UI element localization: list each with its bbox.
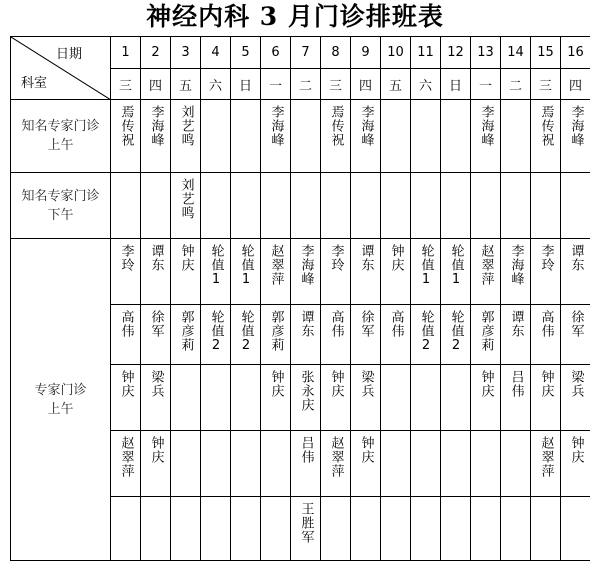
date-cell: 3 [171,37,201,69]
weekday-cell: 六 [411,69,441,100]
schedule-cell [141,365,171,431]
doctor-name: 郭彦莉 [268,310,284,352]
doctor-name: 钟庆 [268,370,284,398]
date-cell: 15 [531,37,561,69]
schedule-cell [141,100,171,173]
schedule-cell [381,497,411,561]
dept-cell [11,100,111,173]
doctor-name: 徐军 [358,310,374,338]
schedule-cell [171,497,201,561]
doctor-name: 李玲 [538,244,554,272]
doctor-name: 郭彦莉 [178,310,194,352]
schedule-cell [231,431,261,497]
schedule-cell [471,173,501,239]
doctor-name: 高伟 [538,310,554,338]
schedule-cell [381,431,411,497]
doctor-name: 王胜军 [298,502,314,544]
header-corner [11,37,111,100]
schedule-cell [471,497,501,561]
schedule-cell [351,365,381,431]
schedule-cell [111,305,141,365]
doctor-name: 李玲 [328,244,344,272]
weekday-cell: 三 [321,69,351,100]
schedule-cell [441,100,471,173]
schedule-cell [291,497,321,561]
schedule-cell [561,431,590,497]
schedule-cell [261,497,291,561]
schedule-cell [201,365,231,431]
doctor-name: 赵翠萍 [268,244,284,286]
doctor-name: 钟庆 [358,436,374,464]
schedule-cell [141,239,171,305]
schedule-cell [501,239,531,305]
date-cell: 9 [351,37,381,69]
schedule-cell [321,239,351,305]
schedule-cell [111,497,141,561]
schedule-cell [561,100,590,173]
schedule-cell [531,305,561,365]
doctor-name: 轮值1 [418,244,434,288]
schedule-cell [531,239,561,305]
doctor-name: 高伟 [328,310,344,338]
weekday-cell: 五 [381,69,411,100]
weekday-cell: 日 [231,69,261,100]
doctor-name: 刘艺鸣 [178,178,194,220]
schedule-cell [561,305,590,365]
weekday-cell: 日 [441,69,471,100]
doctor-name: 李海峰 [478,105,494,147]
schedule-cell [291,239,321,305]
schedule-cell [171,173,201,239]
schedule-cell [171,431,201,497]
weekday-cell: 六 [201,69,231,100]
schedule-cell [411,305,441,365]
schedule-cell [201,100,231,173]
schedule-cell [321,173,351,239]
date-cell: 16 [561,37,590,69]
schedule-cell [171,100,201,173]
doctor-name: 谭东 [508,310,524,338]
schedule-cell [261,365,291,431]
doctor-name: 钟庆 [178,244,194,272]
doctor-name: 梁兵 [148,370,164,398]
schedule-cell [531,173,561,239]
doctor-name: 刘艺鸣 [178,105,194,147]
date-cell: 6 [261,37,291,69]
schedule-cell [261,173,291,239]
doctor-name: 轮值1 [208,244,224,288]
doctor-name: 李海峰 [148,105,164,147]
schedule-cell [441,365,471,431]
schedule-cell [141,305,171,365]
doctor-name: 高伟 [388,310,404,338]
schedule-cell [411,497,441,561]
doctor-name: 钟庆 [388,244,404,272]
schedule-cell [261,305,291,365]
schedule-cell [531,431,561,497]
schedule-cell [501,100,531,173]
doctor-name: 张永庆 [298,370,314,412]
schedule-cell [231,365,261,431]
schedule-cell [381,365,411,431]
schedule-cell [321,100,351,173]
schedule-cell [291,100,321,173]
schedule-cell [201,173,231,239]
schedule-cell [471,239,501,305]
doctor-name: 钟庆 [538,370,554,398]
schedule-cell [441,305,471,365]
schedule-cell [111,100,141,173]
page-title: 神经内科 3 月门诊排班表 [146,2,444,31]
schedule-cell [561,497,590,561]
doctor-name: 钟庆 [328,370,344,398]
dept-label: 知名专家门诊 上午 [21,119,100,153]
schedule-cell [261,431,291,497]
schedule-row [11,239,590,305]
doctor-name: 焉传祝 [118,105,134,147]
schedule-cell [561,365,590,431]
doctor-name: 钟庆 [148,436,164,464]
schedule-cell [111,365,141,431]
header-dept-label: 科室 [21,76,48,91]
schedule-cell [471,100,501,173]
doctor-name: 梁兵 [358,370,374,398]
schedule-cell [351,173,381,239]
schedule-cell [411,365,441,431]
schedule-cell [411,431,441,497]
weekday-cell: 二 [291,69,321,100]
schedule-cell [291,173,321,239]
schedule-cell [531,100,561,173]
schedule-cell [231,305,261,365]
doctor-name: 徐军 [148,310,164,338]
dept-label: 知名专家门诊 下午 [21,188,100,223]
date-cell: 11 [411,37,441,69]
schedule-cell [381,100,411,173]
doctor-name: 吕伟 [508,370,524,398]
doctor-name: 赵翠萍 [118,436,134,478]
schedule-cell [261,239,291,305]
date-cell: 12 [441,37,471,69]
schedule-cell [321,497,351,561]
dept-label: 专家门诊 上午 [34,382,87,417]
doctor-name: 轮值1 [238,244,254,288]
schedule-cell [201,239,231,305]
schedule-cell [171,365,201,431]
schedule-cell [171,239,201,305]
schedule-cell [141,497,171,561]
header-date-label: 日期 [55,47,82,62]
date-cell: 8 [321,37,351,69]
schedule-cell [441,239,471,305]
doctor-name: 李海峰 [508,244,524,286]
schedule-cell [171,305,201,365]
doctor-name: 高伟 [118,310,134,338]
schedule-cell [561,173,590,239]
schedule-cell [441,431,471,497]
doctor-name: 谭东 [568,244,584,272]
date-cell: 1 [111,37,141,69]
date-cell: 2 [141,37,171,69]
date-cell: 14 [501,37,531,69]
doctor-name: 焉传祝 [538,105,554,147]
doctor-name: 轮值2 [418,310,434,354]
schedule-cell [291,365,321,431]
schedule-table [10,36,590,561]
weekday-cell: 三 [531,69,561,100]
date-cell: 4 [201,37,231,69]
doctor-name: 轮值1 [448,244,464,288]
weekday-cell: 四 [141,69,171,100]
schedule-cell [501,365,531,431]
doctor-name: 谭东 [358,244,374,272]
schedule-cell [441,497,471,561]
doctor-name: 轮值2 [238,310,254,354]
schedule-cell [501,497,531,561]
schedule-cell [381,239,411,305]
schedule-cell [201,497,231,561]
weekday-cell: 二 [501,69,531,100]
schedule-cell [291,431,321,497]
doctor-name: 钟庆 [118,370,134,398]
schedule-cell [381,305,411,365]
schedule-row [11,173,590,239]
schedule-cell [231,173,261,239]
weekday-cell: 三 [111,69,141,100]
schedule-cell [231,239,261,305]
weekday-cell: 四 [561,69,590,100]
schedule-cell [351,431,381,497]
schedule-cell [531,497,561,561]
doctor-name: 李海峰 [298,244,314,286]
schedule-cell [291,305,321,365]
doctor-name: 钟庆 [478,370,494,398]
doctor-name: 李海峰 [268,105,284,147]
weekday-cell: 五 [171,69,201,100]
schedule-cell [141,173,171,239]
doctor-name: 郭彦莉 [478,310,494,352]
doctor-name: 赵翠萍 [328,436,344,478]
schedule-cell [231,497,261,561]
date-cell: 10 [381,37,411,69]
schedule-cell [471,365,501,431]
schedule-cell [111,431,141,497]
schedule-cell [351,497,381,561]
schedule-cell [351,305,381,365]
doctor-name: 轮值2 [448,310,464,354]
schedule-cell [201,431,231,497]
doctor-name: 李海峰 [358,105,374,147]
doctor-name: 轮值2 [208,310,224,354]
schedule-cell [381,173,411,239]
doctor-name: 赵翠萍 [538,436,554,478]
doctor-name: 谭东 [148,244,164,272]
schedule-cell [321,365,351,431]
dept-cell [11,173,111,239]
doctor-name: 钟庆 [568,436,584,464]
date-cell: 7 [291,37,321,69]
doctor-name: 李海峰 [568,105,584,147]
dept-cell [11,239,111,561]
schedule-cell [501,431,531,497]
doctor-name: 李玲 [118,244,134,272]
doctor-name: 谭东 [298,310,314,338]
schedule-cell [471,431,501,497]
header-row-dates [11,37,590,69]
doctor-name: 吕伟 [298,436,314,464]
schedule-cell [141,431,171,497]
schedule-row [11,100,590,173]
schedule-cell [321,305,351,365]
doctor-name: 焉传祝 [328,105,344,147]
schedule-cell [561,239,590,305]
weekday-cell: 四 [351,69,381,100]
schedule-cell [411,173,441,239]
schedule-cell [411,100,441,173]
weekday-cell: 一 [261,69,291,100]
doctor-name: 徐军 [568,310,584,338]
doctor-name: 赵翠萍 [478,244,494,286]
weekday-cell: 一 [471,69,501,100]
schedule-cell [411,239,441,305]
schedule-cell [531,365,561,431]
date-cell: 5 [231,37,261,69]
schedule-cell [351,100,381,173]
schedule-cell [201,305,231,365]
doctor-name: 梁兵 [568,370,584,398]
schedule-cell [501,305,531,365]
date-cell: 13 [471,37,501,69]
schedule-cell [261,100,291,173]
schedule-cell [471,305,501,365]
schedule-cell [351,239,381,305]
schedule-cell [111,239,141,305]
schedule-cell [321,431,351,497]
schedule-cell [501,173,531,239]
schedule-cell [231,100,261,173]
schedule-cell [111,173,141,239]
schedule-cell [441,173,471,239]
